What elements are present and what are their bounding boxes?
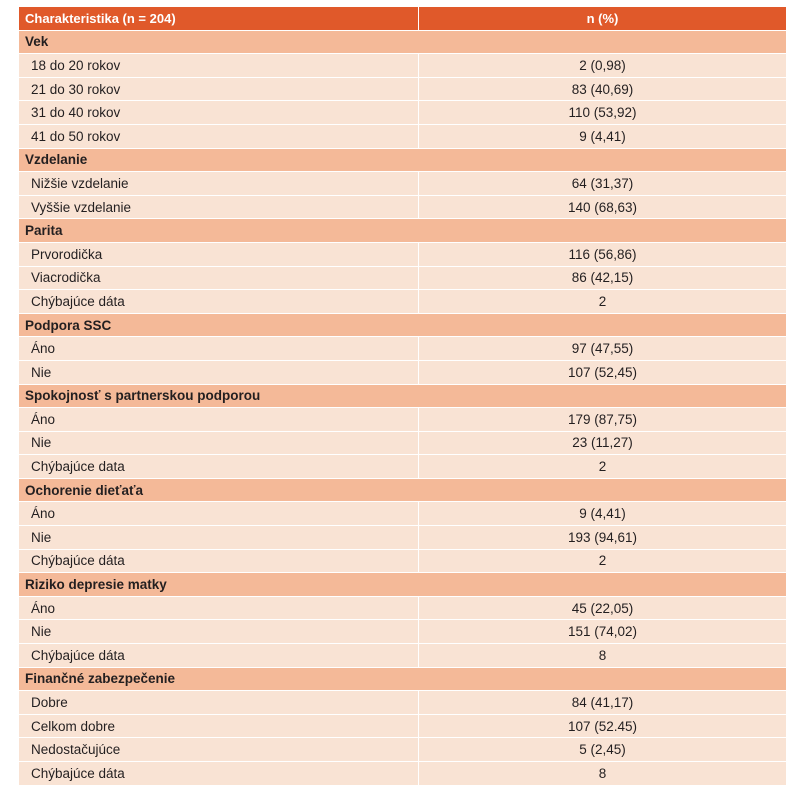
table-row (19, 644, 787, 668)
row-value: 8 (419, 762, 787, 786)
row-value: 9 (4,41) (419, 124, 787, 148)
row-label: Nie (19, 431, 419, 455)
row-label: Nie (19, 360, 419, 384)
row-label: 18 do 20 rokov (19, 54, 419, 78)
row-value: 107 (52.45) (419, 714, 787, 738)
row-label: 21 do 30 rokov (19, 77, 419, 101)
table-row (19, 266, 787, 290)
table-header-row (19, 7, 787, 31)
row-value: 140 (68,63) (419, 195, 787, 219)
row-value: 2 (0,98) (419, 54, 787, 78)
row-label: Nižšie vzdelanie (19, 172, 419, 196)
table-row (19, 101, 787, 125)
row-value: 107 (52,45) (419, 360, 787, 384)
row-label: Vyššie vzdelanie (19, 195, 419, 219)
row-label: Áno (19, 502, 419, 526)
row-label: Dobre (19, 691, 419, 715)
row-label: 31 do 40 rokov (19, 101, 419, 125)
row-label: Chýbajúce data (19, 455, 419, 479)
group-title: Finančné zabezpečenie (19, 667, 787, 691)
row-label: Chýbajúce dáta (19, 549, 419, 573)
row-label: Celkom dobre (19, 714, 419, 738)
row-value: 5 (2,45) (419, 738, 787, 762)
row-value: 193 (94,61) (419, 526, 787, 550)
table-row (19, 596, 787, 620)
table-row (19, 502, 787, 526)
row-value: 45 (22,05) (419, 596, 787, 620)
table-row (19, 762, 787, 786)
table-row (19, 620, 787, 644)
group-title: Riziko depresie matky (19, 573, 787, 597)
group-title: Vek (19, 30, 787, 54)
group-title: Vzdelanie (19, 148, 787, 172)
row-value: 83 (40,69) (419, 77, 787, 101)
group-header-row (19, 478, 787, 502)
table-row (19, 172, 787, 196)
table-row (19, 242, 787, 266)
table-row (19, 360, 787, 384)
header-characteristic: Charakteristika (n = 204) (19, 7, 419, 31)
row-value: 64 (31,37) (419, 172, 787, 196)
row-value: 110 (53,92) (419, 101, 787, 125)
row-value: 86 (42,15) (419, 266, 787, 290)
row-value: 84 (41,17) (419, 691, 787, 715)
group-header-row (19, 313, 787, 337)
group-title: Spokojnosť s partnerskou podporou (19, 384, 787, 408)
group-header-row (19, 30, 787, 54)
table-row (19, 714, 787, 738)
group-header-row (19, 219, 787, 243)
row-value: 9 (4,41) (419, 502, 787, 526)
row-label: Nie (19, 620, 419, 644)
row-value: 23 (11,27) (419, 431, 787, 455)
table-row (19, 455, 787, 479)
header-value: n (%) (419, 7, 787, 31)
table-body (19, 30, 787, 785)
table-row (19, 195, 787, 219)
row-label: 41 do 50 rokov (19, 124, 419, 148)
table-row (19, 691, 787, 715)
table-row (19, 124, 787, 148)
row-value: 2 (419, 455, 787, 479)
row-label: Áno (19, 596, 419, 620)
row-label: Nedostačujúce (19, 738, 419, 762)
table-row (19, 337, 787, 361)
row-value: 2 (419, 549, 787, 573)
row-value: 8 (419, 644, 787, 668)
row-label: Chýbajúce dáta (19, 644, 419, 668)
group-title: Ochorenie dieťaťa (19, 478, 787, 502)
row-label: Viacrodička (19, 266, 419, 290)
table-row (19, 54, 787, 78)
table-row (19, 738, 787, 762)
row-label: Chýbajúce dáta (19, 290, 419, 314)
characteristics-table (18, 6, 787, 786)
table-row (19, 549, 787, 573)
table-row (19, 77, 787, 101)
group-header-row (19, 667, 787, 691)
row-value: 151 (74,02) (419, 620, 787, 644)
row-label: Chýbajúce dáta (19, 762, 419, 786)
group-header-row (19, 148, 787, 172)
row-label: Áno (19, 408, 419, 432)
row-value: 116 (56,86) (419, 242, 787, 266)
row-value: 2 (419, 290, 787, 314)
table-row (19, 431, 787, 455)
row-value: 179 (87,75) (419, 408, 787, 432)
group-title: Parita (19, 219, 787, 243)
row-label: Áno (19, 337, 419, 361)
table-row (19, 408, 787, 432)
group-header-row (19, 573, 787, 597)
row-label: Prvorodička (19, 242, 419, 266)
group-title: Podpora SSC (19, 313, 787, 337)
table-row (19, 290, 787, 314)
row-label: Nie (19, 526, 419, 550)
table-row (19, 526, 787, 550)
row-value: 97 (47,55) (419, 337, 787, 361)
group-header-row (19, 384, 787, 408)
